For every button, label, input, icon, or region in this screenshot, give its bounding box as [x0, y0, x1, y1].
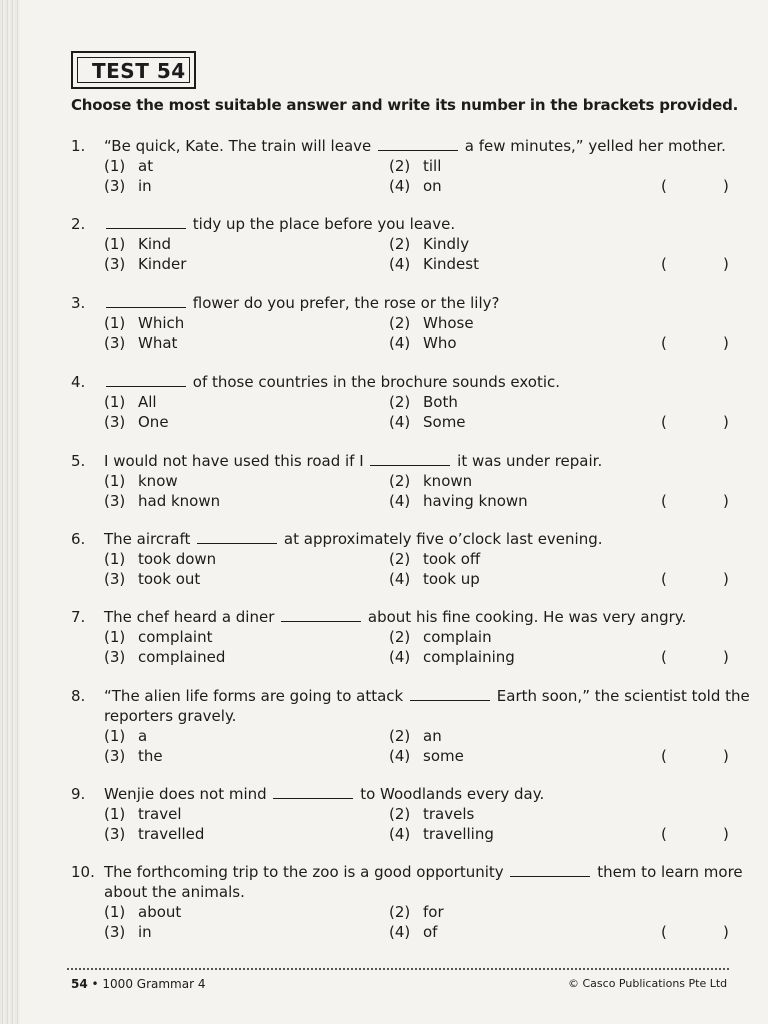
bracket-open: (	[661, 923, 667, 941]
question-number: 1.	[71, 137, 86, 155]
option-number: (1)	[104, 727, 126, 745]
answer-option	[389, 176, 442, 196]
option-number: (2)	[389, 628, 411, 646]
option-text: complained	[138, 648, 226, 666]
question-number: 4.	[71, 373, 86, 391]
answer-bracket[interactable]	[661, 176, 729, 196]
option-number: (4)	[389, 648, 411, 666]
answer-option	[389, 746, 464, 766]
stem-text-after: at approximately five o’clock last evening.	[279, 530, 603, 548]
option-number: (2)	[389, 235, 411, 253]
option-text: Kinder	[138, 255, 187, 273]
stem-text-before: I would not have used this road if I	[104, 452, 369, 470]
answer-option	[104, 156, 153, 176]
option-text: know	[138, 472, 178, 490]
answer-option	[389, 549, 480, 569]
option-text: a	[138, 727, 148, 745]
question-stem	[104, 372, 560, 392]
page-number: 54	[71, 977, 88, 991]
answer-option	[389, 804, 474, 824]
answer-bracket[interactable]	[661, 746, 729, 766]
option-number: (3)	[104, 648, 126, 666]
option-text: Kindest	[423, 255, 479, 273]
bracket-open: (	[661, 177, 667, 195]
option-text: for	[423, 903, 444, 921]
answer-blank	[378, 136, 458, 151]
answer-blank	[273, 784, 353, 799]
answer-option	[104, 746, 163, 766]
test-title: TEST 54	[77, 57, 190, 83]
answer-bracket[interactable]	[661, 491, 729, 511]
answer-option	[389, 313, 474, 333]
option-text: complain	[423, 628, 492, 646]
option-text: in	[138, 177, 152, 195]
stem-text-before: “Be quick, Kate. The train will leave	[104, 137, 377, 155]
answer-bracket[interactable]	[661, 254, 729, 274]
answer-option	[389, 254, 479, 274]
answer-option	[104, 234, 171, 254]
answer-option	[104, 392, 157, 412]
bracket-open: (	[661, 825, 667, 843]
option-text: Kind	[138, 235, 172, 253]
bracket-close: )	[723, 492, 729, 510]
question-stem	[104, 214, 455, 234]
book-title: • 1000 Grammar 4	[87, 977, 206, 991]
question-number: 3.	[71, 294, 86, 312]
answer-option	[389, 726, 442, 746]
answer-option	[104, 569, 200, 589]
option-text: All	[138, 393, 157, 411]
option-number: (4)	[389, 334, 411, 352]
option-number: (2)	[389, 393, 411, 411]
option-number: (3)	[104, 492, 126, 510]
bracket-close: )	[723, 570, 729, 588]
answer-option	[389, 569, 480, 589]
option-text: on	[423, 177, 442, 195]
stem-text-after: tidy up the place before you leave.	[188, 215, 456, 233]
option-text: took down	[138, 550, 217, 568]
answer-option	[104, 176, 152, 196]
answer-blank	[106, 214, 186, 229]
test-title-box	[71, 51, 196, 89]
stem-text-after: a few minutes,” yelled her mother.	[460, 137, 726, 155]
answer-bracket[interactable]	[661, 922, 729, 942]
option-number: (1)	[104, 235, 126, 253]
bracket-close: )	[723, 648, 729, 666]
bracket-close: )	[723, 747, 729, 765]
question-stem	[104, 136, 726, 156]
stem-text-after: flower do you prefer, the rose or the lily?	[188, 294, 500, 312]
stem-text-before: “The alien life forms are going to attack	[104, 687, 408, 705]
bracket-close: )	[723, 923, 729, 941]
answer-blank	[197, 529, 277, 544]
option-number: (1)	[104, 157, 126, 175]
bracket-close: )	[723, 825, 729, 843]
bracket-open: (	[661, 334, 667, 352]
answer-option	[389, 392, 458, 412]
bracket-open: (	[661, 570, 667, 588]
question-number: 10.	[71, 863, 95, 881]
answer-blank	[410, 686, 490, 701]
answer-option	[104, 254, 186, 274]
option-text: an	[423, 727, 442, 745]
answer-option	[389, 922, 437, 942]
bracket-close: )	[723, 177, 729, 195]
option-text: travelling	[423, 825, 494, 843]
option-number: (1)	[104, 472, 126, 490]
option-text: having known	[423, 492, 528, 510]
answer-option	[104, 647, 225, 667]
option-number: (2)	[389, 314, 411, 332]
answer-option	[104, 313, 184, 333]
option-text: at	[138, 157, 154, 175]
bracket-close: )	[723, 334, 729, 352]
option-text: complaint	[138, 628, 213, 646]
option-text: Both	[423, 393, 458, 411]
answer-option	[104, 627, 212, 647]
question-number: 5.	[71, 452, 86, 470]
option-text: took up	[423, 570, 480, 588]
question-stem	[104, 293, 499, 313]
option-number: (2)	[389, 157, 411, 175]
option-number: (4)	[389, 255, 411, 273]
question-number: 9.	[71, 785, 86, 803]
question-stem	[104, 451, 602, 471]
option-text: took off	[423, 550, 481, 568]
option-number: (1)	[104, 903, 126, 921]
question-number: 6.	[71, 530, 86, 548]
option-text: till	[423, 157, 442, 175]
option-number: (3)	[104, 177, 126, 195]
stem-text-before: The chef heard a diner	[104, 608, 280, 626]
option-number: (3)	[104, 923, 126, 941]
answer-option	[389, 627, 492, 647]
bracket-open: (	[661, 648, 667, 666]
option-number: (4)	[389, 177, 411, 195]
option-text: Whose	[423, 314, 474, 332]
option-text: travelled	[138, 825, 205, 843]
option-text: Which	[138, 314, 185, 332]
answer-bracket[interactable]	[661, 412, 729, 432]
stem-text-before: The aircraft	[104, 530, 196, 548]
option-text: travel	[138, 805, 182, 823]
answer-option	[389, 234, 469, 254]
option-number: (2)	[389, 727, 411, 745]
answer-option	[389, 491, 528, 511]
answer-option	[104, 922, 152, 942]
option-text: some	[423, 747, 464, 765]
answer-option	[104, 549, 216, 569]
option-text: had known	[138, 492, 221, 510]
footer-divider	[67, 968, 729, 970]
option-number: (2)	[389, 903, 411, 921]
option-number: (4)	[389, 413, 411, 431]
option-number: (3)	[104, 825, 126, 843]
option-number: (3)	[104, 747, 126, 765]
option-text: One	[138, 413, 169, 431]
answer-option	[104, 491, 220, 511]
question-number: 2.	[71, 215, 86, 233]
footer-book-info	[71, 977, 205, 991]
option-text: Kindly	[423, 235, 470, 253]
bracket-open: (	[661, 747, 667, 765]
stem-text-before: Wenjie does not mind	[104, 785, 272, 803]
answer-blank	[510, 862, 590, 877]
answer-option	[389, 824, 494, 844]
answer-blank	[370, 451, 450, 466]
answer-option	[104, 804, 182, 824]
answer-option	[104, 471, 178, 491]
stem-text-after: them to learn more	[592, 863, 743, 881]
instruction: Choose the most suitable answer and write its number in the brackets provided.	[71, 96, 739, 114]
bracket-close: )	[723, 413, 729, 431]
option-text: about	[138, 903, 182, 921]
question-stem-continued: reporters gravely.	[104, 707, 237, 725]
answer-option	[389, 156, 441, 176]
answer-option	[389, 412, 466, 432]
bracket-open: (	[661, 492, 667, 510]
question-stem	[104, 784, 544, 804]
option-number: (1)	[104, 314, 126, 332]
option-number: (3)	[104, 334, 126, 352]
stem-text-after: of those countries in the brochure sounds exotic.	[188, 373, 561, 391]
copyright: © Casco Publications Pte Ltd	[568, 977, 728, 990]
option-number: (2)	[389, 550, 411, 568]
answer-option	[389, 471, 472, 491]
bracket-open: (	[661, 413, 667, 431]
answer-bracket[interactable]	[661, 824, 729, 844]
answer-option	[104, 824, 204, 844]
stem-text-after: to Woodlands every day.	[355, 785, 545, 803]
option-number: (4)	[389, 923, 411, 941]
option-text: known	[423, 472, 473, 490]
option-number: (2)	[389, 805, 411, 823]
option-text: of	[423, 923, 438, 941]
answer-option	[104, 902, 181, 922]
answer-blank	[106, 372, 186, 387]
option-text: in	[138, 923, 152, 941]
answer-option	[389, 333, 457, 353]
option-text: Some	[423, 413, 466, 431]
option-text: complaining	[423, 648, 515, 666]
question-stem	[104, 862, 743, 882]
option-number: (3)	[104, 413, 126, 431]
bracket-open: (	[661, 255, 667, 273]
stem-text-after: Earth soon,” the scientist told the	[492, 687, 750, 705]
answer-option	[104, 412, 169, 432]
option-number: (1)	[104, 805, 126, 823]
option-number: (4)	[389, 492, 411, 510]
option-text: Who	[423, 334, 457, 352]
answer-blank	[281, 607, 361, 622]
option-text: travels	[423, 805, 475, 823]
answer-bracket[interactable]	[661, 647, 729, 667]
question-stem	[104, 686, 750, 706]
option-number: (1)	[104, 550, 126, 568]
option-number: (4)	[389, 570, 411, 588]
question-stem	[104, 607, 686, 627]
option-number: (4)	[389, 747, 411, 765]
answer-blank	[106, 293, 186, 308]
answer-bracket[interactable]	[661, 333, 729, 353]
option-number: (1)	[104, 393, 126, 411]
option-number: (3)	[104, 570, 126, 588]
option-number: (1)	[104, 628, 126, 646]
bracket-close: )	[723, 255, 729, 273]
answer-option	[104, 726, 147, 746]
option-number: (3)	[104, 255, 126, 273]
answer-option	[389, 902, 444, 922]
question-stem-continued: about the animals.	[104, 883, 245, 901]
option-text: What	[138, 334, 178, 352]
answer-option	[104, 333, 177, 353]
stem-text-before: The forthcoming trip to the zoo is a good opportunity	[104, 863, 509, 881]
option-text: the	[138, 747, 163, 765]
question-number: 8.	[71, 687, 86, 705]
question-stem	[104, 529, 603, 549]
question-number: 7.	[71, 608, 86, 626]
stem-text-after: it was under repair.	[452, 452, 603, 470]
stem-text-after: about his fine cooking. He was very angry.	[363, 608, 687, 626]
answer-option	[389, 647, 515, 667]
option-number: (2)	[389, 472, 411, 490]
option-text: took out	[138, 570, 201, 588]
answer-bracket[interactable]	[661, 569, 729, 589]
option-number: (4)	[389, 825, 411, 843]
